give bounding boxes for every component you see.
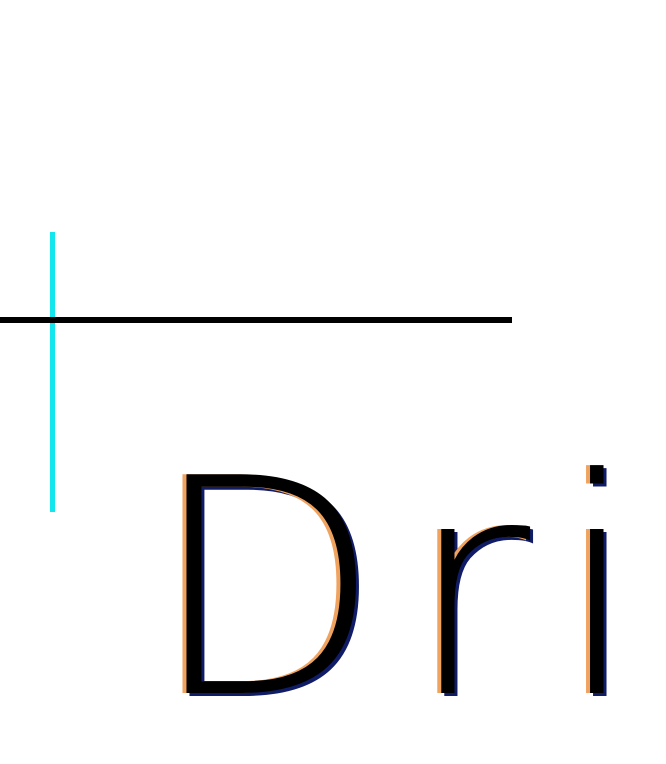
zoomed-text-fragment: Dri [150,415,666,764]
horizontal-rule-line [0,317,512,323]
cyan-text-cursor-guide [50,232,55,512]
